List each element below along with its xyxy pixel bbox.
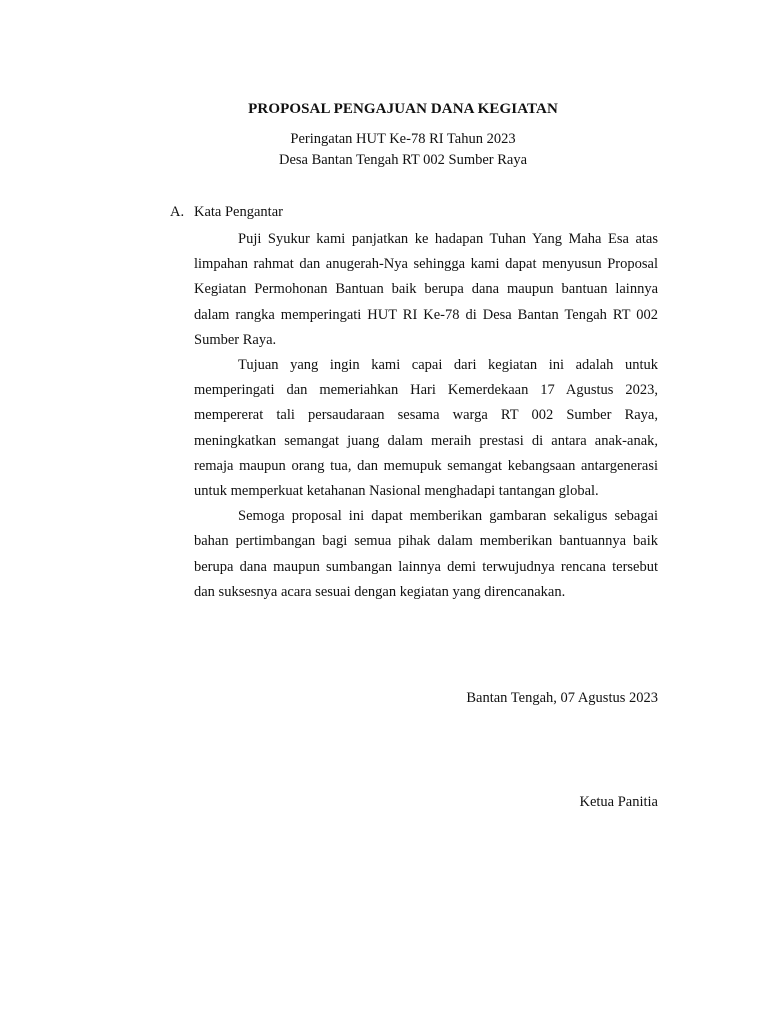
section-heading-text: Kata Pengantar (194, 204, 283, 220)
paragraph: Semoga proposal ini dapat memberikan gambaran sekaligus sebagai bahan pertimbangan bagi semua pihak dalam memberikan bantuannya baik berupa dana maupun sumbangan lainnya demi terwujudnya rencana tersebut dan suksesnya acara sesuai dengan kegiatan yang direncanakan. (194, 508, 658, 600)
place-date: Bantan Tengah, 07 Agustus 2023 (466, 690, 658, 706)
document-subtitle-location: Desa Bantan Tengah RT 002 Sumber Raya (278, 152, 528, 168)
signer-title: Ketua Panitia (579, 794, 658, 810)
paragraph: Puji Syukur kami panjatkan ke hadapan Tuhan Yang Maha Esa atas limpahan rahmat dan anugerah-Nya sehingga kami dapat menyusun Proposal Kegiatan Permohonan Bantuan baik berupa dana maupun bantuan lainnya dalam rangka memperingati HUT RI Ke-78 di Desa Bantan Tengah RT 002 Sumber Raya. (194, 231, 658, 348)
paragraph: Tujuan yang ingin kami capai dari kegiatan ini adalah untuk memperingati dan memeriahkan Hari Kemerdekaan 17 Agustus 2023, mempererat tali persaudaraan sesama warga RT 002 Sumber Raya, meningkatkan semangat juang dalam meraih prestasi di antara anak-anak, remaja maupun orang tua, dan memupuk semangat kebangsaan antargenerasi untuk memperkuat ketahanan Nasional menghadapi tantangan global. (194, 357, 658, 500)
section-body (194, 227, 658, 605)
section-letter: A. (170, 204, 185, 220)
document-subtitle-event: Peringatan HUT Ke-78 RI Tahun 2023 (290, 131, 516, 147)
section-heading (170, 204, 283, 221)
document-title: PROPOSAL PENGAJUAN DANA KEGIATAN (248, 101, 558, 117)
